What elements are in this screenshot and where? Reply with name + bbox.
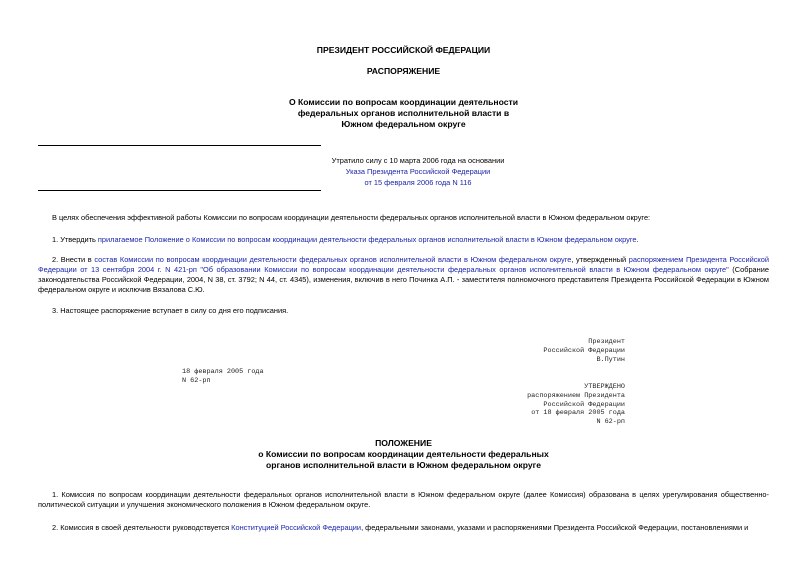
title-line: Южном федеральном округе <box>341 119 466 129</box>
p2-prefix: 2. Внести в <box>52 255 95 264</box>
date-line: 18 февраля 2005 года <box>182 368 264 376</box>
p3-text: 3. Настоящее распоряжение вступает в силу со дня его подписания. <box>52 306 289 315</box>
regulation-heading: ПОЛОЖЕНИЕ <box>375 438 432 448</box>
intro-text: В целях обеспечения эффективной работы Комиссии по вопросам координации деятельности федеральных органов исполнительной власти в Южном федеральном округе: <box>52 213 651 222</box>
regulation-subtitle: о Комиссии по вопросам координации деятельности федеральных <box>258 449 549 460</box>
paragraph-2 <box>38 255 769 295</box>
p2-mid: , утвержденный <box>571 255 629 264</box>
document-title <box>0 97 807 130</box>
p1-suffix: . <box>636 235 639 244</box>
regulation-link[interactable]: прилагаемое Положение о Комиссии по вопросам координации деятельности федеральных органов исполнительной власти в Южном федеральном округе <box>97 235 637 244</box>
repeal-decree-link[interactable]: Указа Президента Российской Федерации <box>345 167 491 177</box>
p2-rest: (Собрание законодательства Российской Федерации, 2004, N 38, ст. 3792; N 44, ст. 4345), изменения, включив в него Починка А.П. - заместителя полномочного представителя Президента Российской Федерации в Южном федеральном округе и исключив Вязалова С.Ю. <box>38 265 769 295</box>
commission-composition-link[interactable]: состав Комиссии по вопросам координации деятельности федеральных органов исполнительной власти в Южном федеральном округе <box>94 255 572 264</box>
constitution-link[interactable]: Конституцией Российской Федерации <box>231 523 362 532</box>
divider-top <box>38 145 321 146</box>
r2-rest: , федеральными законами, указами и распоряжениями Президента Российской Федерации, постановлениями и <box>361 523 749 532</box>
approved-label: УТВЕРЖДЕНО <box>584 383 625 391</box>
divider-bottom <box>38 190 321 191</box>
p1-prefix: 1. Утвердить <box>52 235 98 244</box>
regulation-subtitle: органов исполнительной власти в Южном федеральном округе <box>266 460 541 471</box>
approved-line: распоряжением Президента <box>527 391 625 400</box>
paragraph-1 <box>38 235 769 245</box>
title-line: федеральных органов исполнительной власти в <box>297 108 510 118</box>
paragraph-3 <box>38 306 769 316</box>
authority-heading: ПРЕЗИДЕНТ РОССИЙСКОЙ ФЕДЕРАЦИИ <box>316 45 491 55</box>
approved-line: N 62-рп <box>596 418 625 427</box>
order-421-link[interactable]: распоряжением Президента Российской Федерации от 13 сентября 2004 г. N 421-рп "Об образовании Комиссии по вопросам координации деятельности федеральных органов исполнительной власти в Южном федеральном округе" <box>38 255 769 275</box>
number-line: N 62-рп <box>182 376 211 385</box>
status-note-text: Утратило силу с 10 марта 2006 года на основании <box>331 156 505 165</box>
r2-prefix: 2. Комиссия в своей деятельности руководствуется <box>52 523 232 532</box>
regulation-paragraph-2 <box>38 523 769 533</box>
approved-line: Российской Федерации <box>543 400 625 409</box>
regulation-paragraph-1 <box>38 490 769 510</box>
title-line: О Комиссии по вопросам координации деятельности <box>288 97 519 107</box>
signature-title: Президент <box>588 338 625 346</box>
doc-type-heading: РАСПОРЯЖЕНИЕ <box>366 66 441 76</box>
status-note <box>318 155 518 188</box>
signature-title-2: Российской Федерации <box>543 346 625 355</box>
approved-block <box>527 383 625 427</box>
approved-line: от 18 февраля 2005 года <box>531 409 625 418</box>
repeal-decree-date-link[interactable]: от 15 февраля 2006 года N 116 <box>364 178 472 188</box>
signature-block <box>543 338 625 364</box>
signature-name: В.Путин <box>596 355 625 364</box>
date-block <box>182 368 264 386</box>
regulation-heading-block <box>0 438 807 472</box>
intro-paragraph <box>38 213 769 223</box>
r1-text: 1. Комиссия по вопросам координации деятельности федеральных органов исполнительной власти в Южном федеральном округе (далее Комиссия) образована в целях урегулирования общественно-политической ситуации и улучшения экономического положения в Южном федеральном округе. <box>38 490 769 510</box>
